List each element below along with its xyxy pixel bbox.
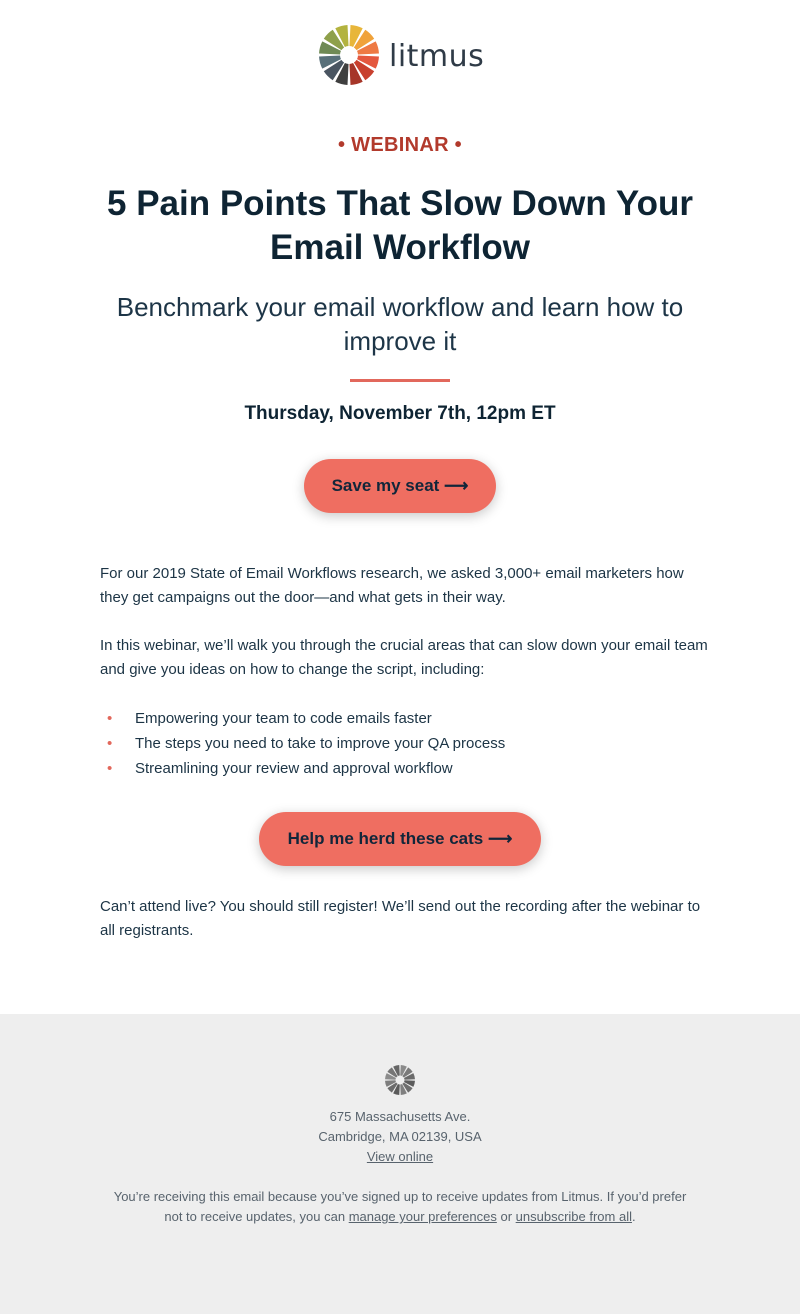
bullet-icon: • [107,735,113,752]
address-street: 675 Massachusetts Ave. [329,1109,471,1124]
bullet-icon: • [107,760,113,777]
view-online-row [0,1147,800,1167]
litmus-wheel-logo-icon [318,24,380,86]
legal-notice [110,1187,690,1227]
email-footer [0,1014,800,1314]
herd-cats-button[interactable]: Help me herd these cats ⟶ [259,812,541,866]
list-item-text: Streamlining your review and approval workflow [135,760,453,777]
brand-wordmark: litmus [389,38,485,74]
webinar-date: Thursday, November 7th, 12pm ET [244,403,556,424]
litmus-wheel-gray-icon [384,1064,416,1096]
list-item-text: The steps you need to take to improve your QA process [135,735,506,752]
list-item [100,756,700,781]
view-online-link[interactable]: View online [366,1149,434,1164]
webinar-eyebrow: • WEBINAR • [338,134,462,156]
subheadline: Benchmark your email workflow and learn how to improve it [116,292,684,356]
unsubscribe-link[interactable]: unsubscribe from all [515,1209,632,1224]
closing-paragraph: Can’t attend live? You should still register! We’ll send out the recording after the webinar to all registrants. [100,898,701,939]
list-item [100,731,700,756]
topic-list [100,706,700,781]
legal-period: . [631,1209,636,1224]
legal-or-text: or [500,1209,513,1224]
bullet-icon: • [107,710,113,727]
lead-paragraph: In this webinar, we’ll walk you through the crucial areas that can slow down your email team and give you ideas on how to change the script, including: [100,637,708,678]
page-title: 5 Pain Points That Slow Down Your Email Workflow [107,184,693,267]
save-seat-button[interactable]: Save my seat ⟶ [304,459,496,513]
intro-paragraph: For our 2019 State of Email Workflows research, we asked 3,000+ email marketers how they get campaigns out the door—and what gets in their way. [100,565,684,606]
address-city: Cambridge, MA 02139, USA [318,1129,482,1144]
list-item [100,706,700,731]
brand-logo[interactable] [318,24,484,86]
title-divider [350,379,450,382]
legal-text: You’re receiving this email because you’ve signed up to receive updates from Litmus. If you’d prefer not to receive updates, you can [113,1189,687,1224]
list-item-text: Empowering your team to code emails faster [135,710,432,727]
manage-preferences-link[interactable]: manage your preferences [348,1209,497,1224]
